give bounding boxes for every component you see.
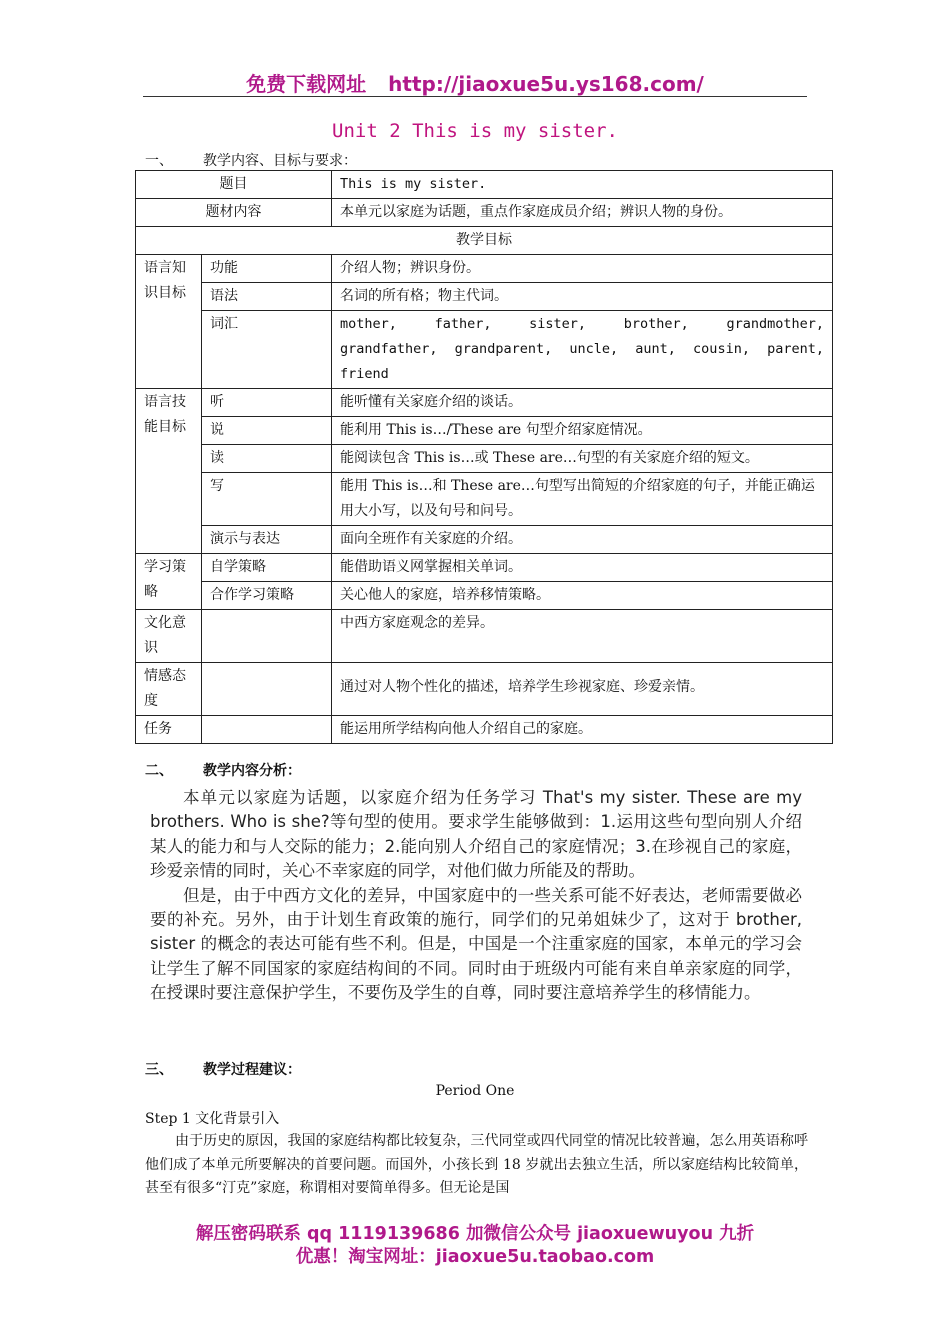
- header-url-link[interactable]: http://jiaoxue5u.ys168.com/: [388, 72, 704, 96]
- row-value: 能听懂有关家庭介绍的谈话。: [332, 389, 833, 417]
- vocab-line: mother, father, sister, brother, grandmother,: [340, 316, 824, 332]
- row-key: 演示与表达: [202, 526, 332, 554]
- body-paragraph: 由于历史的原因，我国的家庭结构都比较复杂，三代同堂或四代同堂的情况比较普遍，怎么用英语称呼他们成了本单元所要解决的首要问题。而国外，小孩长到 18 岁就出去独立生活，所以家庭结构比较简单，甚至有很多“汀克”家庭，称谓相对要简单得多。但无论是国: [145, 1133, 808, 1196]
- analysis-text: [150, 786, 802, 1006]
- analysis-paragraph-1: 本单元以家庭为话题，以家庭介绍为任务学习 That's my sister. These are my brothers. Who is she?等句型的使用。要求学生能够做到：1.运用这些句型向别人介绍某人的能力和与人交际的能力；2.能向别人介绍自己的家庭情况；3.在珍视自己的家庭，珍爱亲情的同时，关心不幸家庭的同学，对他们做力所能及的帮助。: [150, 788, 802, 881]
- step-heading: Step 1 文化背景引入: [145, 1111, 280, 1127]
- header-label: 免费下载网址: [246, 72, 367, 96]
- row-value: 能利用 This is…/These are 句型介绍家庭情况。: [332, 417, 833, 445]
- section-2-number: 二、: [145, 763, 173, 779]
- vocab-line: friend: [340, 366, 389, 382]
- goal-group-culture: 文化意识: [136, 610, 202, 663]
- analysis-paragraph-2: 但是，由于中西方文化的差异，中国家庭中的一些关系可能不好表达，老师需要做必要的补充。另外，由于计划生育政策的施行，同学们的兄弟姐妹少了，这对于 brother, sister 的概念的表达可能有些不利。但是，中国是一个注重家庭的国家，本单元的学习会让学生了解不同国家的家庭结构间的不同。同时由于班级内可能有来自单亲家庭的同学，在授课时要注意保护学生，不要伤及学生的自尊，同时要注意培养学生的移情能力。: [150, 885, 802, 1003]
- section-3-number: 三、: [145, 1062, 173, 1078]
- row-key: 写: [202, 473, 332, 526]
- row-value: 通过对人物个性化的描述，培养学生珍视家庭、珍爱亲情。: [332, 663, 833, 716]
- section-3-label: 教学过程建议：: [203, 1062, 301, 1078]
- objectives-table: [135, 170, 833, 744]
- vocab-line: grandfather, grandparent, uncle, aunt, cousin, parent,: [340, 341, 824, 357]
- row-key: 听: [202, 389, 332, 417]
- topic-value: This is my sister.: [332, 171, 833, 199]
- section-1-heading: [145, 150, 357, 170]
- goal-group-task: 任务: [136, 716, 202, 744]
- row-key: 合作学习策略: [202, 582, 332, 610]
- section-3-heading: [145, 1059, 301, 1079]
- period-heading: Period One: [435, 1083, 515, 1099]
- row-key: 语法: [202, 283, 332, 311]
- row-key: 词汇: [202, 311, 332, 389]
- row-value: 面向全班作有关家庭的介绍。: [332, 526, 833, 554]
- content-label: 题材内容: [136, 199, 332, 227]
- row-key-empty: [202, 716, 332, 744]
- row-value: 能阅读包含 This is…或 These are…句型的有关家庭介绍的短文。: [332, 445, 833, 473]
- row-key-empty: [202, 663, 332, 716]
- goal-group-strategy: 学习策略: [136, 554, 202, 610]
- goal-group-knowledge: 语言知识目标: [136, 255, 202, 389]
- goal-group-attitude: 情感态度: [136, 663, 202, 716]
- section-1-number: 一、: [145, 153, 173, 169]
- row-key-empty: [202, 610, 332, 663]
- row-value: 能用 This is…和 These are…句型写出简短的介绍家庭的句子，并能正确运用大小写，以及句号和问号。: [332, 473, 833, 526]
- row-value: 介绍人物；辨识身份。: [332, 255, 833, 283]
- row-key: 功能: [202, 255, 332, 283]
- row-key: 读: [202, 445, 332, 473]
- topic-label: 题目: [136, 171, 332, 199]
- row-key: 说: [202, 417, 332, 445]
- page-title: Unit 2 This is my sister.: [332, 120, 618, 142]
- header-banner: [0, 68, 950, 97]
- row-key: 自学策略: [202, 554, 332, 582]
- section-1-label: 教学内容、目标与要求：: [203, 153, 357, 169]
- row-value: 名词的所有格；物主代词。: [332, 283, 833, 311]
- section-2-heading: [145, 760, 301, 780]
- content-value: 本单元以家庭为话题，重点作家庭成员介绍；辨识人物的身份。: [332, 199, 833, 227]
- footer-line-1: 解压密码联系 qq 1119139686 加微信公众号 jiaoxuewuyou 九折: [195, 1224, 755, 1244]
- row-value: 中西方家庭观念的差异。: [332, 610, 833, 663]
- row-value: 能借助语义网掌握相关单词。: [332, 554, 833, 582]
- vocab-list: [332, 311, 833, 389]
- goals-header: 教学目标: [136, 227, 833, 255]
- body-text: [145, 1130, 808, 1201]
- footer-line-2[interactable]: 优惠！淘宝网址：jiaoxue5u.taobao.com: [295, 1247, 655, 1267]
- row-value: 关心他人的家庭，培养移情策略。: [332, 582, 833, 610]
- row-value: 能运用所学结构向他人介绍自己的家庭。: [332, 716, 833, 744]
- section-2-label: 教学内容分析：: [203, 763, 301, 779]
- header-divider: [143, 96, 807, 97]
- goal-group-skills: 语言技能目标: [136, 389, 202, 554]
